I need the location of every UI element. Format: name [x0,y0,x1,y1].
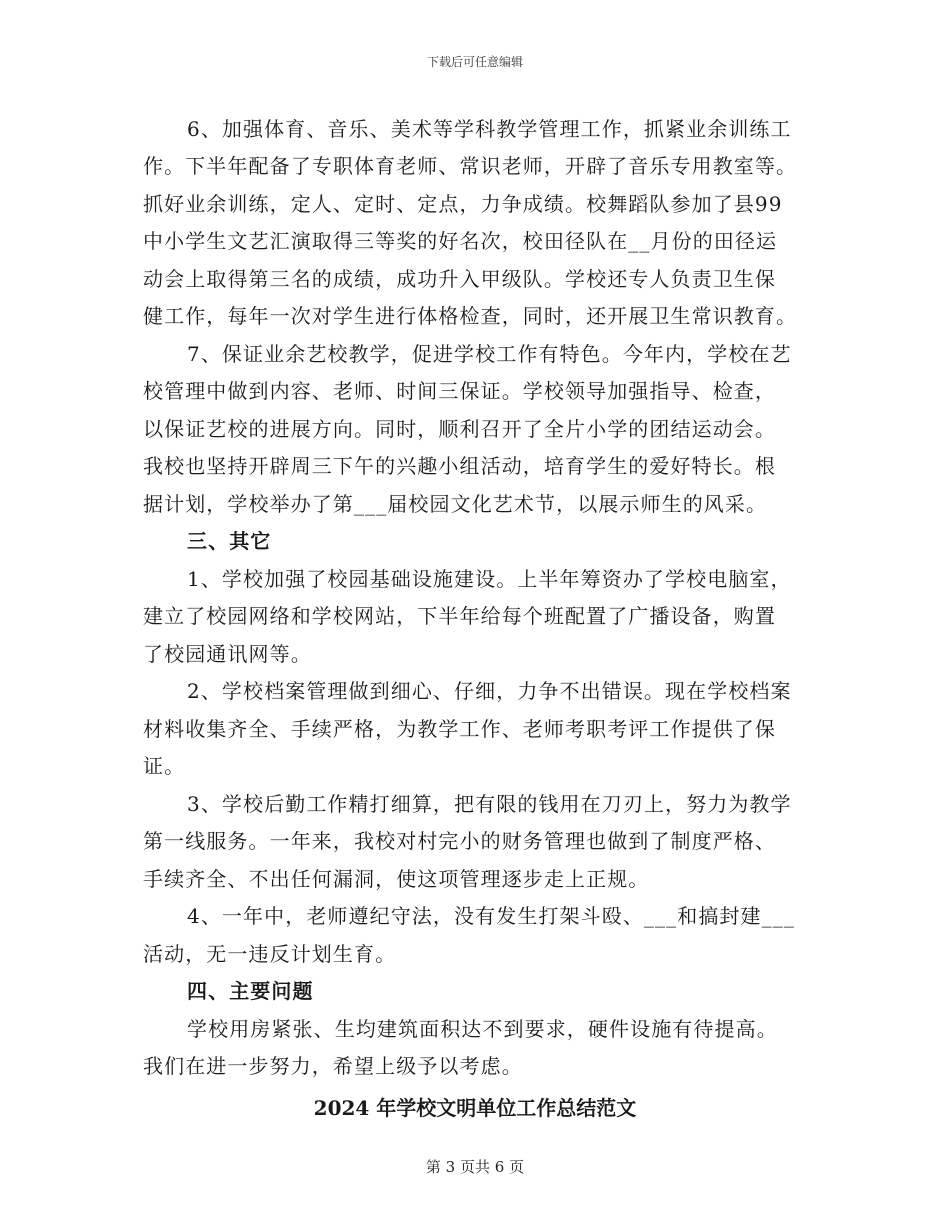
paragraph-line: 中小学生文艺汇演取得三等奖的好名次，校田径队在__月份的田径运 [143,229,778,253]
paragraph-line: 据计划，学校举办了第___届校园文化艺术节，以展示师生的风采。 [143,492,768,516]
paragraph-line: 1、学校加强了校园基础设施建设。上半年筹资办了学校电脑室， [187,567,792,591]
paragraph-line: 证。 [143,754,186,778]
paragraph-line: 校管理中做到内容、老师、时间三保证。学校领导加强指导、检查， [143,379,776,403]
paragraph-line: 我们在进一步努力，希望上级予以考虑。 [143,1054,523,1078]
paragraph-line: 动会上取得第三名的成绩，成功升入甲级队。学校还专人负责卫生保 [143,267,776,291]
paragraph-line: 建立了校园网络和学校网站，下半年给每个班配置了广播设备，购置 [143,604,776,628]
paragraph-line: 6、加强体育、音乐、美术等学科教学管理工作，抓紧业余训练工 [187,117,792,141]
paragraph-line: 4、一年中，老师遵纪守法，没有发生打架斗殴、___和搞封建___ [187,904,795,928]
paragraph-line: 我校也坚持开辟周三下午的兴趣小组活动，培育学生的爱好特长。根 [143,454,776,478]
paragraph-line: 抓好业余训练，定人、定时、定点，力争成绩。校舞蹈队参加了县99 [143,192,783,216]
document-title: 2024 年学校文明单位工作总结范文 [313,1096,637,1120]
paragraph-line: 了校园通讯网等。 [143,642,312,666]
section-heading: 四、主要问题 [187,979,314,1003]
paragraph-line: 3、学校后勤工作精打细算，把有限的钱用在刀刃上，努力为教学 [187,792,792,816]
paragraph-line: 7、保证业余艺校教学，促进学校工作有特色。今年内，学校在艺 [187,342,792,366]
paragraph-line: 材料收集齐全、手续严格，为教学工作、老师考职考评工作提供了保 [143,717,776,741]
paragraph-line: 活动，无一违反计划生育。 [143,942,397,966]
paragraph-line: 第一线服务。一年来，我校对村完小的财务管理也做到了制度严格、 [143,829,776,853]
paragraph-line: 2、学校档案管理做到细心、仔细，力争不出错误。现在学校档案 [187,679,792,703]
page-header: 下载后可任意编辑 [426,55,523,69]
paragraph-line: 手续齐全、不出任何漏洞，使这项管理逐步走上正规。 [143,867,650,891]
section-heading: 三、其它 [187,529,272,553]
paragraph-line: 学校用房紧张、生均建筑面积达不到要求，硬件设施有待提高。 [187,1017,778,1041]
paragraph-line: 以保证艺校的进展方向。同时，顺利召开了全片小学的团结运动会。 [143,417,776,441]
page-footer: 第 3 页共 6 页 [425,1158,525,1176]
paragraph-line: 作。下半年配备了专职体育老师、常识老师，开辟了音乐专用教室等。 [143,154,798,178]
paragraph-line: 健工作，每年一次对学生进行体格检查，同时，还开展卫生常识教育。 [143,304,798,328]
